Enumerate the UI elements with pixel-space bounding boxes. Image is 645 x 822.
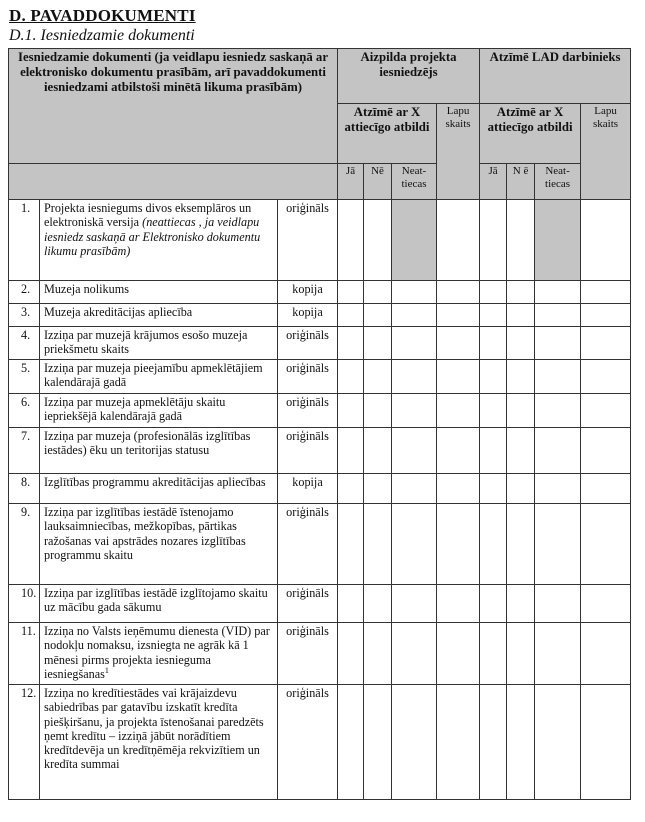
table-row [9, 360, 631, 394]
lad-na-cell [535, 200, 581, 281]
applicant-mark-header: Atzīmē ar X attiecīgo atbildi [338, 104, 437, 164]
lad-na-cell[interactable] [535, 360, 581, 394]
applicant-pages-cell[interactable] [437, 685, 480, 800]
applicant-no-cell[interactable] [364, 281, 392, 304]
table-row [9, 474, 631, 504]
applicant-no-cell[interactable] [364, 394, 392, 428]
table-row [9, 685, 631, 800]
row-number: 9. [9, 504, 40, 585]
document-text: Izziņa par muzeja pieejamību apmeklētājiem kalendārajā gadā [44, 361, 263, 390]
lad-yes-cell[interactable] [480, 685, 507, 800]
document-type: oriģināls [278, 585, 338, 623]
applicant-yes-cell[interactable] [338, 281, 364, 304]
table-row [9, 304, 631, 327]
applicant-na-cell[interactable] [392, 281, 437, 304]
document-type: oriģināls [278, 685, 338, 800]
table-row [9, 504, 631, 585]
applicant-no-header: Nē [364, 164, 392, 200]
document-text: Izglītības programmu akreditācijas apliecības [44, 475, 266, 489]
lad-yes-cell[interactable] [480, 360, 507, 394]
lad-group-header: Atzīmē LAD darbinieks [480, 49, 631, 104]
applicant-pages-cell[interactable] [437, 394, 480, 428]
documents-subheader-blank [9, 164, 338, 200]
row-number: 12. [9, 685, 40, 800]
lad-na-header: Neat-tiecas [535, 164, 581, 200]
document-type: kopija [278, 304, 338, 327]
applicant-na-cell[interactable] [392, 304, 437, 327]
row-number: 6. [9, 394, 40, 428]
lad-no-cell[interactable] [507, 200, 535, 281]
document-type: oriģināls [278, 394, 338, 428]
document-type: kopija [278, 281, 338, 304]
documents-column-header: Iesniedzamie dokumenti (ja veidlapu iesniedz saskaņā ar elektronisko dokumentu prasībām, arī pavaddokumenti iesniedzami atbilstoši minētā likuma prasībām) [9, 49, 338, 164]
applicant-no-cell[interactable] [364, 623, 392, 685]
document-type: oriģināls [278, 327, 338, 360]
lad-no-cell[interactable] [507, 474, 535, 504]
applicant-pages-cell[interactable] [437, 327, 480, 360]
applicant-na-cell [392, 200, 437, 281]
applicant-no-cell[interactable] [364, 685, 392, 800]
lad-no-cell[interactable] [507, 394, 535, 428]
document-name [40, 360, 278, 394]
applicant-pages-cell[interactable] [437, 504, 480, 585]
table-row [9, 623, 631, 685]
applicant-group-header: Aizpilda projekta iesniedzējs [338, 49, 480, 104]
applicant-yes-cell[interactable] [338, 304, 364, 327]
document-name [40, 474, 278, 504]
lad-na-cell[interactable] [535, 474, 581, 504]
document-text: Izziņa no Valsts ieņēmumu dienesta (VID) par nodokļu nomaksu, izsniegta ne agrāk kā 1 mēnesi pirms projekta iesnieguma iesniegšanas [44, 624, 270, 681]
lad-yes-cell[interactable] [480, 281, 507, 304]
applicant-yes-header: Jā [338, 164, 364, 200]
applicant-pages-cell[interactable] [437, 585, 480, 623]
applicant-na-cell[interactable] [392, 360, 437, 394]
row-number: 8. [9, 474, 40, 504]
applicant-no-cell[interactable] [364, 327, 392, 360]
applicant-no-cell[interactable] [364, 474, 392, 504]
lad-na-cell[interactable] [535, 394, 581, 428]
lad-na-cell[interactable] [535, 428, 581, 474]
lad-no-cell[interactable] [507, 327, 535, 360]
document-name [40, 428, 278, 474]
table-row [9, 327, 631, 360]
lad-no-cell[interactable] [507, 281, 535, 304]
document-name [40, 304, 278, 327]
applicant-pages-cell[interactable] [437, 474, 480, 504]
lad-pages-header: Lapu skaits [581, 104, 631, 200]
lad-pages-cell[interactable] [581, 685, 631, 800]
document-name [40, 585, 278, 623]
lad-pages-cell[interactable] [581, 200, 631, 281]
section-subtitle: D.1. Iesniedzamie dokumenti [9, 27, 195, 44]
lad-pages-cell[interactable] [581, 281, 631, 304]
lad-pages-cell[interactable] [581, 394, 631, 428]
applicant-no-cell[interactable] [364, 200, 392, 281]
applicant-pages-cell[interactable] [437, 428, 480, 474]
applicant-na-cell[interactable] [392, 394, 437, 428]
applicant-yes-cell[interactable] [338, 504, 364, 585]
applicant-yes-cell[interactable] [338, 200, 364, 281]
row-number: 5. [9, 360, 40, 394]
lad-pages-cell[interactable] [581, 360, 631, 394]
document-name [40, 200, 278, 281]
lad-na-cell[interactable] [535, 327, 581, 360]
applicant-na-header: Neat-tiecas [392, 164, 437, 200]
row-number: 10. [9, 585, 40, 623]
document-name [40, 327, 278, 360]
applicant-no-cell[interactable] [364, 428, 392, 474]
document-type: oriģināls [278, 428, 338, 474]
applicant-pages-cell[interactable] [437, 200, 480, 281]
applicant-na-cell[interactable] [392, 428, 437, 474]
document-text: Izziņa no kredītiestādes vai krājaizdevu sabiedrības par gatavību izskatīt kredīta piešķiršanu, ja projekta īstenošanai paredzēts ņemt kredītu – izziņā jābūt norādītiem kredītdevēja un kredītņēmēja rekvizītiem un kredīta summai [44, 686, 264, 772]
applicant-no-cell[interactable] [364, 360, 392, 394]
applicant-yes-cell[interactable] [338, 428, 364, 474]
table-row [9, 281, 631, 304]
applicant-na-cell[interactable] [392, 685, 437, 800]
document-text: Muzeja nolikums [44, 282, 129, 296]
lad-pages-cell[interactable] [581, 327, 631, 360]
table-row [9, 428, 631, 474]
document-name [40, 685, 278, 800]
document-type: oriģināls [278, 360, 338, 394]
document-type: oriģināls [278, 504, 338, 585]
lad-na-cell[interactable] [535, 304, 581, 327]
document-text: Izziņa par izglītības iestādē īstenojamo lauksaimniecības, mežkopības, pārtikas ražošanas vai apstrādes nozares izglītības programmu skaitu [44, 505, 246, 562]
lad-yes-cell[interactable] [480, 623, 507, 685]
applicant-pages-cell[interactable] [437, 304, 480, 327]
applicant-na-cell[interactable] [392, 585, 437, 623]
applicant-na-cell[interactable] [392, 327, 437, 360]
row-number: 1. [9, 200, 40, 281]
document-name [40, 623, 278, 685]
document-type: oriģināls [278, 623, 338, 685]
lad-yes-cell[interactable] [480, 428, 507, 474]
document-name [40, 504, 278, 585]
document-text: Muzeja akreditācijas apliecība [44, 305, 193, 319]
applicant-pages-header: Lapu skaits [437, 104, 480, 200]
lad-no-cell[interactable] [507, 504, 535, 585]
lad-mark-header: Atzīmē ar X attiecīgo atbildi [480, 104, 581, 164]
lad-yes-cell[interactable] [480, 585, 507, 623]
lad-yes-cell[interactable] [480, 474, 507, 504]
document-type: oriģināls [278, 200, 338, 281]
lad-no-cell[interactable] [507, 304, 535, 327]
applicant-yes-cell[interactable] [338, 394, 364, 428]
lad-yes-cell[interactable] [480, 200, 507, 281]
lad-yes-cell[interactable] [480, 504, 507, 585]
row-number: 2. [9, 281, 40, 304]
lad-na-cell[interactable] [535, 281, 581, 304]
applicant-yes-cell[interactable] [338, 327, 364, 360]
table-row [9, 394, 631, 428]
lad-yes-cell[interactable] [480, 394, 507, 428]
documents-table [8, 48, 631, 800]
lad-pages-cell[interactable] [581, 585, 631, 623]
applicant-na-cell[interactable] [392, 504, 437, 585]
lad-pages-cell[interactable] [581, 474, 631, 504]
document-text: Izziņa par muzeja apmeklētāju skaitu iepriekšējā kalendārajā gadā [44, 395, 226, 424]
row-number: 4. [9, 327, 40, 360]
lad-no-header: N ē [507, 164, 535, 200]
applicant-pages-cell[interactable] [437, 623, 480, 685]
applicant-no-cell[interactable] [364, 304, 392, 327]
document-text: Izziņa par muzeja (profesionālās izglītības iestādes) ēku un teritorijas statusu [44, 429, 251, 458]
document-note: (neattiecas , ja veidlapu iesniedz saskaņā ar Elektronisko dokumentu likumu prasībām) [44, 215, 261, 258]
document-name [40, 394, 278, 428]
applicant-yes-cell[interactable] [338, 623, 364, 685]
footnote-marker: 1 [104, 665, 109, 675]
applicant-no-cell[interactable] [364, 585, 392, 623]
document-text: Izziņa par izglītības iestādē izglītojamo skaitu uz mācību gada sākumu [44, 586, 268, 615]
lad-yes-cell[interactable] [480, 327, 507, 360]
lad-pages-cell[interactable] [581, 304, 631, 327]
section-title: D. PAVADDOKUMENTI [9, 6, 196, 25]
table-row [9, 200, 631, 281]
applicant-yes-cell[interactable] [338, 685, 364, 800]
applicant-yes-cell[interactable] [338, 585, 364, 623]
applicant-yes-cell[interactable] [338, 474, 364, 504]
lad-no-cell[interactable] [507, 360, 535, 394]
lad-yes-header: Jā [480, 164, 507, 200]
applicant-pages-cell[interactable] [437, 360, 480, 394]
document-text: Projekta iesniegums divos eksemplāros un elektroniskā versija [44, 201, 252, 230]
document-name [40, 281, 278, 304]
lad-pages-cell[interactable] [581, 504, 631, 585]
lad-no-cell[interactable] [507, 428, 535, 474]
row-number: 11. [9, 623, 40, 685]
document-text: Izziņa par muzejā krājumos esošo muzeja priekšmetu skaits [44, 328, 248, 357]
lad-na-cell[interactable] [535, 623, 581, 685]
lad-pages-cell[interactable] [581, 428, 631, 474]
lad-no-cell[interactable] [507, 585, 535, 623]
row-number: 7. [9, 428, 40, 474]
lad-yes-cell[interactable] [480, 304, 507, 327]
lad-no-cell[interactable] [507, 623, 535, 685]
lad-na-cell[interactable] [535, 685, 581, 800]
applicant-yes-cell[interactable] [338, 360, 364, 394]
lad-na-cell[interactable] [535, 504, 581, 585]
applicant-pages-cell[interactable] [437, 281, 480, 304]
lad-pages-cell[interactable] [581, 623, 631, 685]
document-type: kopija [278, 474, 338, 504]
lad-no-cell[interactable] [507, 685, 535, 800]
applicant-no-cell[interactable] [364, 504, 392, 585]
table-row [9, 585, 631, 623]
row-number: 3. [9, 304, 40, 327]
lad-na-cell[interactable] [535, 585, 581, 623]
applicant-na-cell[interactable] [392, 623, 437, 685]
applicant-na-cell[interactable] [392, 474, 437, 504]
